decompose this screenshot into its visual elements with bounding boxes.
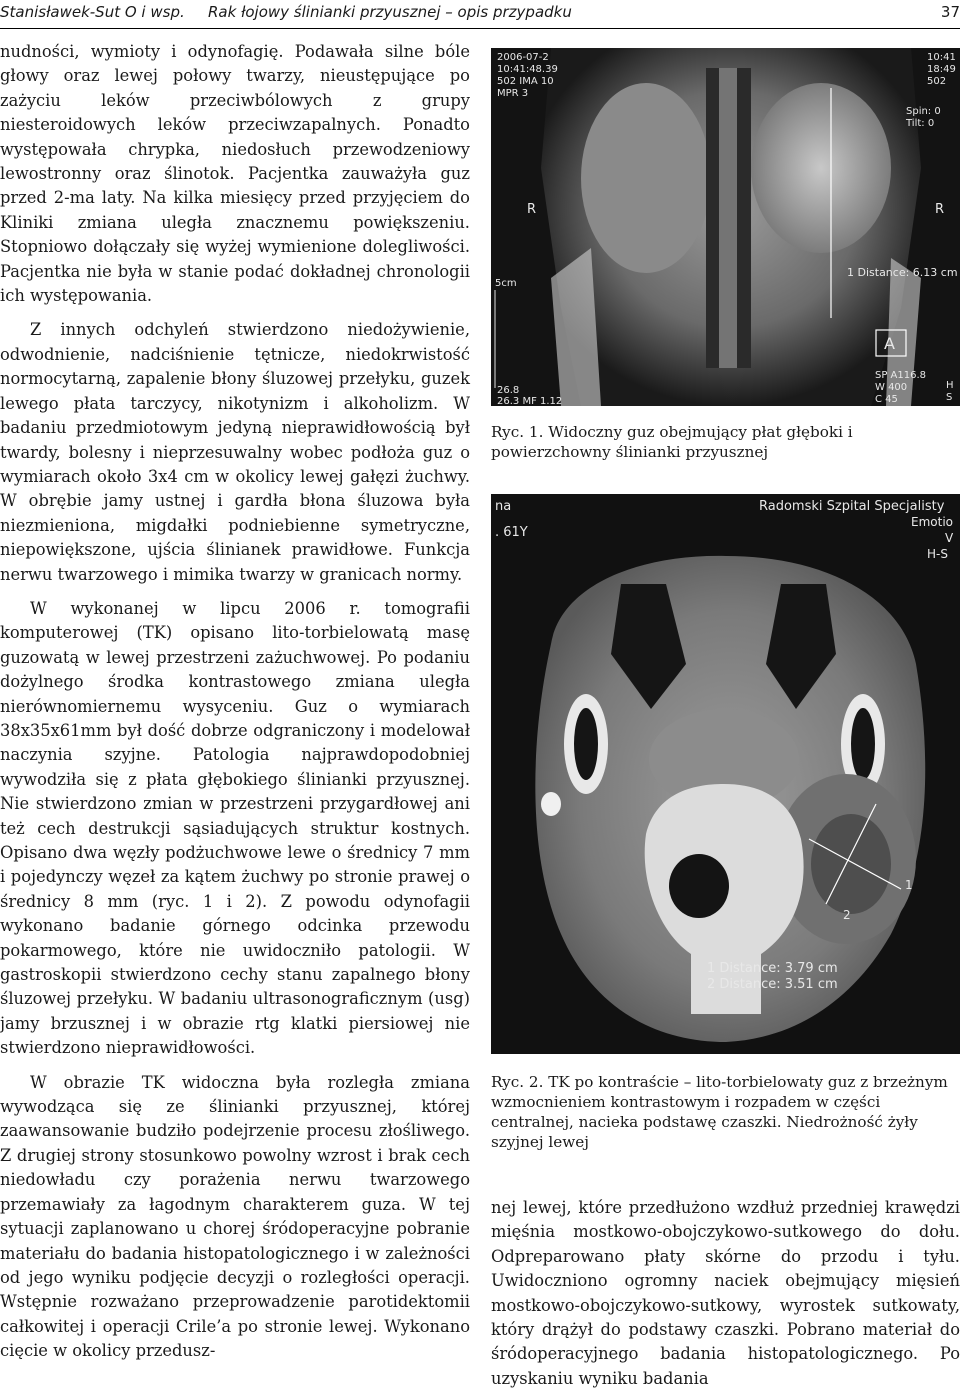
fig1-ima: 502 IMA 10 xyxy=(497,76,554,87)
figure-1-caption: Ryc. 1. Widoczny guz obejmujący płat głęboki i powierzchowny ślinianki przyusznej xyxy=(491,423,853,461)
fig1-br-3: C 45 xyxy=(875,394,898,405)
fig1-bl-2: 26.3 MF 1.12 xyxy=(497,396,563,406)
figure-2-ct-axial xyxy=(491,494,960,1054)
fig1-corner-h: H xyxy=(946,380,954,391)
fig1-anterior: A xyxy=(884,334,895,353)
paragraph-surgery-continued: nej lewej, które przedłużono wzdłuż przedniej krawędzi mięśnia mostkowo-obojczykowo-sutkowego do dołu. Odpreparowano płaty skórne do przodu i tyłu. Uwidoczniono ogromny naciek obejmujący mięsień mostkowo-obojczykowo-sutkowy, wyrostek sutkowaty, który drążył do podstawy czaszki. Pobrano materiał do śródoperacyjnego badania histopatologicznego. Po uzyskaniu wyniku badania xyxy=(491,1198,960,1388)
fig2-distance-2: 2 Distance: 3.51 cm xyxy=(707,977,838,992)
fig1-date: 2006-07-2 xyxy=(497,52,549,63)
fig1-tr-3: 502 xyxy=(927,76,947,87)
fig1-mpr: MPR 3 xyxy=(497,88,529,99)
page-number: 37 xyxy=(940,3,960,21)
fig1-corner-s: S xyxy=(946,392,953,403)
fig1-br-1: SP A116.8 xyxy=(875,370,927,381)
fig1-side-right: R xyxy=(935,202,945,217)
fig2-distance-1: 1 Distance: 3.79 cm xyxy=(707,961,838,976)
paragraph-surgery-plan: W obrazie TK widoczna była rozległa zmiana wywodząca się ze ślinianki przyusznej, której zaawansowanie budziło podejrzenie procesu złośliwego. Z drugiej strony stosunkowo powolny wzrost i brak cech niedowładu czy porażenia nerwu twarzowego przemawiały za łagodnym charakterem guza. W tej sytuacji zaplanowano u chorej śródoperacyjne pobranie materiału do badania histopatologicznego i w zależności od jego wyniku podjęcie decyzji o rozległości operacji. Wstępnie rozważano przeprowadzenie parotidektomii całkowitej i operacji Crile’a po stronie lewej. Wykonano cięcie w okolicy przedusz- xyxy=(0,1072,470,1361)
fig1-tr-1: 10:41 xyxy=(927,52,956,63)
fig2-label-1: 1 xyxy=(905,878,913,892)
fig2-hs: H-S xyxy=(927,547,948,561)
fig1-br-2: W 400 xyxy=(875,382,908,393)
fig1-spin: Spin: 0 xyxy=(906,106,941,117)
figure-2-caption: Ryc. 2. TK po kontraście – lito-torbielowaty guz z brzeżnym wzmocnieniem kontrastowym i rozpadem w części centralnej, nacieka podstawę czaszki. Niedrożność żyły szyjnej lewej xyxy=(491,1073,948,1151)
fig2-emotion: Emotio xyxy=(911,515,953,529)
paragraph-examination: Z innych odchyleń stwierdzono niedożywienie, odwodnienie, nadciśnienie tętnicze, niedokrwistość normocytarną, zapalenie błony śluzowej przełyku, guzek lewego płata tarczycy, nikotynizm i alkoholizm. W badaniu przedmiotowym jedyną nieprawidłowością był twardy, bolesny i nieprzesuwalny wobec podłoża guz o wymiarach około 3x4 cm w okolicy lewej gałęzi żuchwy. W obrębie jamy ustnej i gardła błona śluzowa była niezmieniona, migdałki podniebienne symetryczne, niepowiększone, ujścia ślinianek prawidłowe. Funkcja nerwu twarzowego i mimika twarzy w granicach normy. xyxy=(0,320,470,584)
fig1-time: 10:41:48.39 xyxy=(497,64,558,75)
header-article-title: Rak łojowy ślinianki przyusznej – opis przypadku xyxy=(208,3,572,21)
fig2-age: . 61Y xyxy=(495,525,528,540)
fig1-bl-1: 26.8 xyxy=(497,385,520,396)
fig2-label-2: 2 xyxy=(843,908,851,922)
figure-1-ct-coronal xyxy=(491,48,960,406)
header-authors: Stanisławek-Sut O i wsp. xyxy=(0,3,185,21)
fig1-tr-2: 18:49 xyxy=(927,64,956,75)
fig2-patient: na xyxy=(495,499,512,514)
fig1-tilt: Tilt: 0 xyxy=(906,118,935,129)
fig2-v: V xyxy=(945,531,954,545)
paragraph-ct-findings: W wykonanej w lipcu 2006 r. tomografii komputerowej (TK) opisano lito-torbielowatą masę guzowatą w lewej przestrzeni zażuchwowej. Po podaniu dożylnego środka kontrastowego zmiana uległa nierównomiernemu wysyceniu. Guz o wymiarach 38x35x61mm był dość dobrze odgraniczony i modelował naczynia szyjne. Patologia najprawdopodobniej wywodziła się z płata głębokiego ślinianki przyusznej. Nie stwierdzono zmian w przestrzeni przygardłowej ani też cech destrukcji sąsiadujących struktur kostnych. Opisano dwa węzły podżuchwowe lewe o średnicy 7 mm i pojedynczy węzeł za kątem żuchwy po stronie prawej o średnicy 8 mm (ryc. 1 i 2). Z powodu odynofagii wykonano badanie górnego odcinka przewodu pokarmowego, które nie uwidoczniło patologii. W gastroskopii stwierdzono cechy stanu zapalnego błony śluzowej przełyku. W badaniu ultrasonograficznym (usg) jamy brzusznej i w obrazie rtg klatki piersiowej nie stwierdzono nieprawidłowości. xyxy=(0,598,470,1058)
fig1-side-left: R xyxy=(527,202,537,217)
ct-coronal-image xyxy=(491,48,960,406)
left-text-column xyxy=(0,40,470,1374)
fig2-hospital: Radomski Szpital Specjalisty xyxy=(759,499,945,514)
ct-axial-image xyxy=(491,494,960,1054)
right-text-column xyxy=(491,1196,960,1391)
paragraph-symptoms: nudności, wymioty i odynofagię. Podawała silne bóle głowy oraz lewej połowy twarzy, nieustępujące po zażyciu leków przeciwbólowych z grupy niesteroidowych leków przeciwzapalnych. Ponadto występowała chrypka, niedosłuch przewodzeniowy lewostronny oraz ślinotok. Pacjentka zauważyła guz przed 2-ma laty. Na kilka miesięcy przed przyjęciem do Kliniki zmiana uległa znacznemu powiększeniu. Stopniowo dołączały się wyżej wymienione dolegliwości. Pacjentka nie była w stanie podać dokładnej chronologii ich występowania. xyxy=(0,42,470,306)
fig1-distance: 1 Distance: 6.13 cm xyxy=(847,266,958,279)
fig1-scale: 5cm xyxy=(495,278,517,289)
running-header xyxy=(0,0,960,29)
